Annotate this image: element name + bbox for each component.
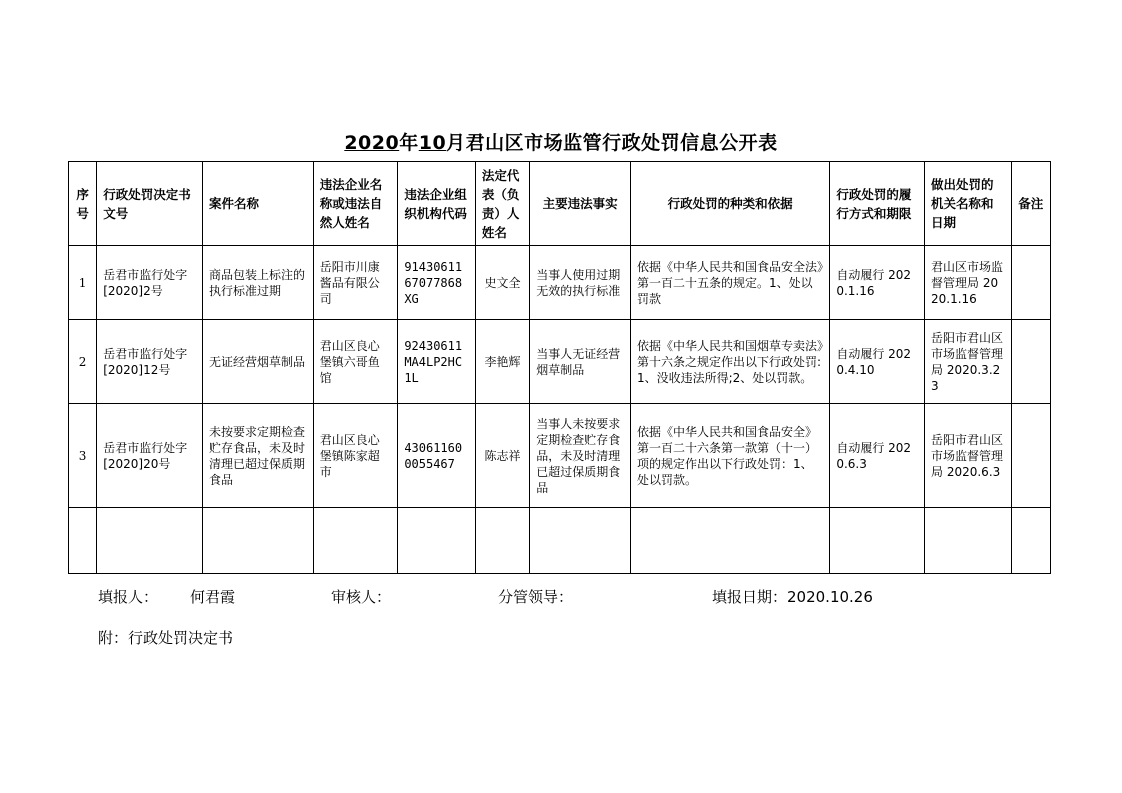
- title-rest: 月君山区市场监管行政处罚信息公开表: [446, 132, 778, 154]
- penalty-table: [68, 161, 1051, 574]
- attachment-note: 附：行政处罚决定书: [98, 629, 234, 647]
- cell-authority: 君山区市场监督管理局 2020.1.16: [925, 246, 1012, 320]
- cell-empty: [313, 508, 398, 574]
- header-doc-no: 行政处罚决定书文号: [97, 162, 203, 246]
- title-year-suffix: 年: [399, 132, 419, 154]
- cell-org-code: 43061160 0055467: [398, 404, 476, 508]
- cell-empty: [97, 508, 203, 574]
- header-penalty: 行政处罚的种类和依据: [630, 162, 829, 246]
- title-month: 10: [418, 132, 447, 154]
- cell-empty: [925, 508, 1012, 574]
- cell-doc-no: 岳君市监行处字[2020]12号: [97, 320, 203, 404]
- page-title: [0, 128, 1122, 155]
- table-row: [69, 320, 1051, 404]
- header-violator: 违法企业名称或违法自然人姓名: [313, 162, 398, 246]
- cell-facts: 当事人使用过期无效的执行标准: [530, 246, 631, 320]
- cell-idx: 2: [69, 320, 97, 404]
- filler-name: 何君霞: [190, 588, 236, 606]
- cell-execution: 自动履行 2020.4.10: [830, 320, 925, 404]
- cell-facts: 当事人无证经营烟草制品: [530, 320, 631, 404]
- cell-doc-no: 岳君市监行处字[2020]2号: [97, 246, 203, 320]
- header-legal-rep: 法定代表（负责）人姓名: [475, 162, 529, 246]
- cell-remark: [1011, 404, 1050, 508]
- cell-execution: 自动履行 2020.6.3: [830, 404, 925, 508]
- reviewer-label: 审核人：: [331, 588, 392, 606]
- cell-penalty: 依据《中华人民共和国烟草专卖法》第十六条之规定作出以下行政处罚:1、没收违法所得;2、处以罚款。: [630, 320, 829, 404]
- cell-empty: [398, 508, 476, 574]
- cell-empty: [69, 508, 97, 574]
- cell-case-name: 未按要求定期检查贮存食品，未及时清理已超过保质期食品: [202, 404, 313, 508]
- header-facts: 主要违法事实: [530, 162, 631, 246]
- cell-empty: [1011, 508, 1050, 574]
- title-year: 2020: [344, 132, 400, 154]
- cell-idx: 3: [69, 404, 97, 508]
- cell-legal-rep: 史文全: [475, 246, 529, 320]
- cell-empty: [530, 508, 631, 574]
- cell-facts: 当事人未按要求定期检查贮存食品，未及时清理已超过保质期食品: [530, 404, 631, 508]
- cell-violator: 君山区良心堡镇六哥鱼馆: [313, 320, 398, 404]
- cell-remark: [1011, 246, 1050, 320]
- cell-violator: 岳阳市川康酱品有限公司: [313, 246, 398, 320]
- header-authority: 做出处罚的机关名称和日期: [925, 162, 1012, 246]
- cell-empty: [630, 508, 829, 574]
- cell-empty: [830, 508, 925, 574]
- report-date: 填报日期：2020.10.26: [712, 588, 873, 606]
- cell-idx: 1: [69, 246, 97, 320]
- cell-empty: [202, 508, 313, 574]
- cell-remark: [1011, 320, 1050, 404]
- cell-penalty: 依据《中华人民共和国食品安全法》第一百二十五条的规定。1、处以罚款: [630, 246, 829, 320]
- filler-label: 填报人：: [98, 588, 159, 606]
- cell-legal-rep: 李艳辉: [475, 320, 529, 404]
- header-case-name: 案件名称: [202, 162, 313, 246]
- cell-authority: 岳阳市君山区市场监督管理局 2020.6.3: [925, 404, 1012, 508]
- table-header-row: [69, 162, 1051, 246]
- header-execution: 行政处罚的履行方式和期限: [830, 162, 925, 246]
- cell-org-code: 92430611 MA4LP2HC 1L: [398, 320, 476, 404]
- table-row: [69, 404, 1051, 508]
- cell-doc-no: 岳君市监行处字[2020]20号: [97, 404, 203, 508]
- cell-execution: 自动履行 2020.1.16: [830, 246, 925, 320]
- header-org-code: 违法企业组织机构代码: [398, 162, 476, 246]
- table-row-empty: [69, 508, 1051, 574]
- cell-penalty: 依据《中华人民共和国食品安全》第一百二十六条第一款第（十一）项的规定作出以下行政处罚：1、处以罚款。: [630, 404, 829, 508]
- header-idx: 序号: [69, 162, 97, 246]
- cell-empty: [475, 508, 529, 574]
- cell-violator: 君山区良心堡镇陈家超市: [313, 404, 398, 508]
- cell-authority: 岳阳市君山区市场监督管理局 2020.3.23: [925, 320, 1012, 404]
- cell-legal-rep: 陈志祥: [475, 404, 529, 508]
- cell-org-code: 91430611 67077868 XG: [398, 246, 476, 320]
- cell-case-name: 商品包装上标注的执行标准过期: [202, 246, 313, 320]
- cell-case-name: 无证经营烟草制品: [202, 320, 313, 404]
- table-row: [69, 246, 1051, 320]
- leader-label: 分管领导：: [498, 588, 574, 606]
- header-remark: 备注: [1011, 162, 1050, 246]
